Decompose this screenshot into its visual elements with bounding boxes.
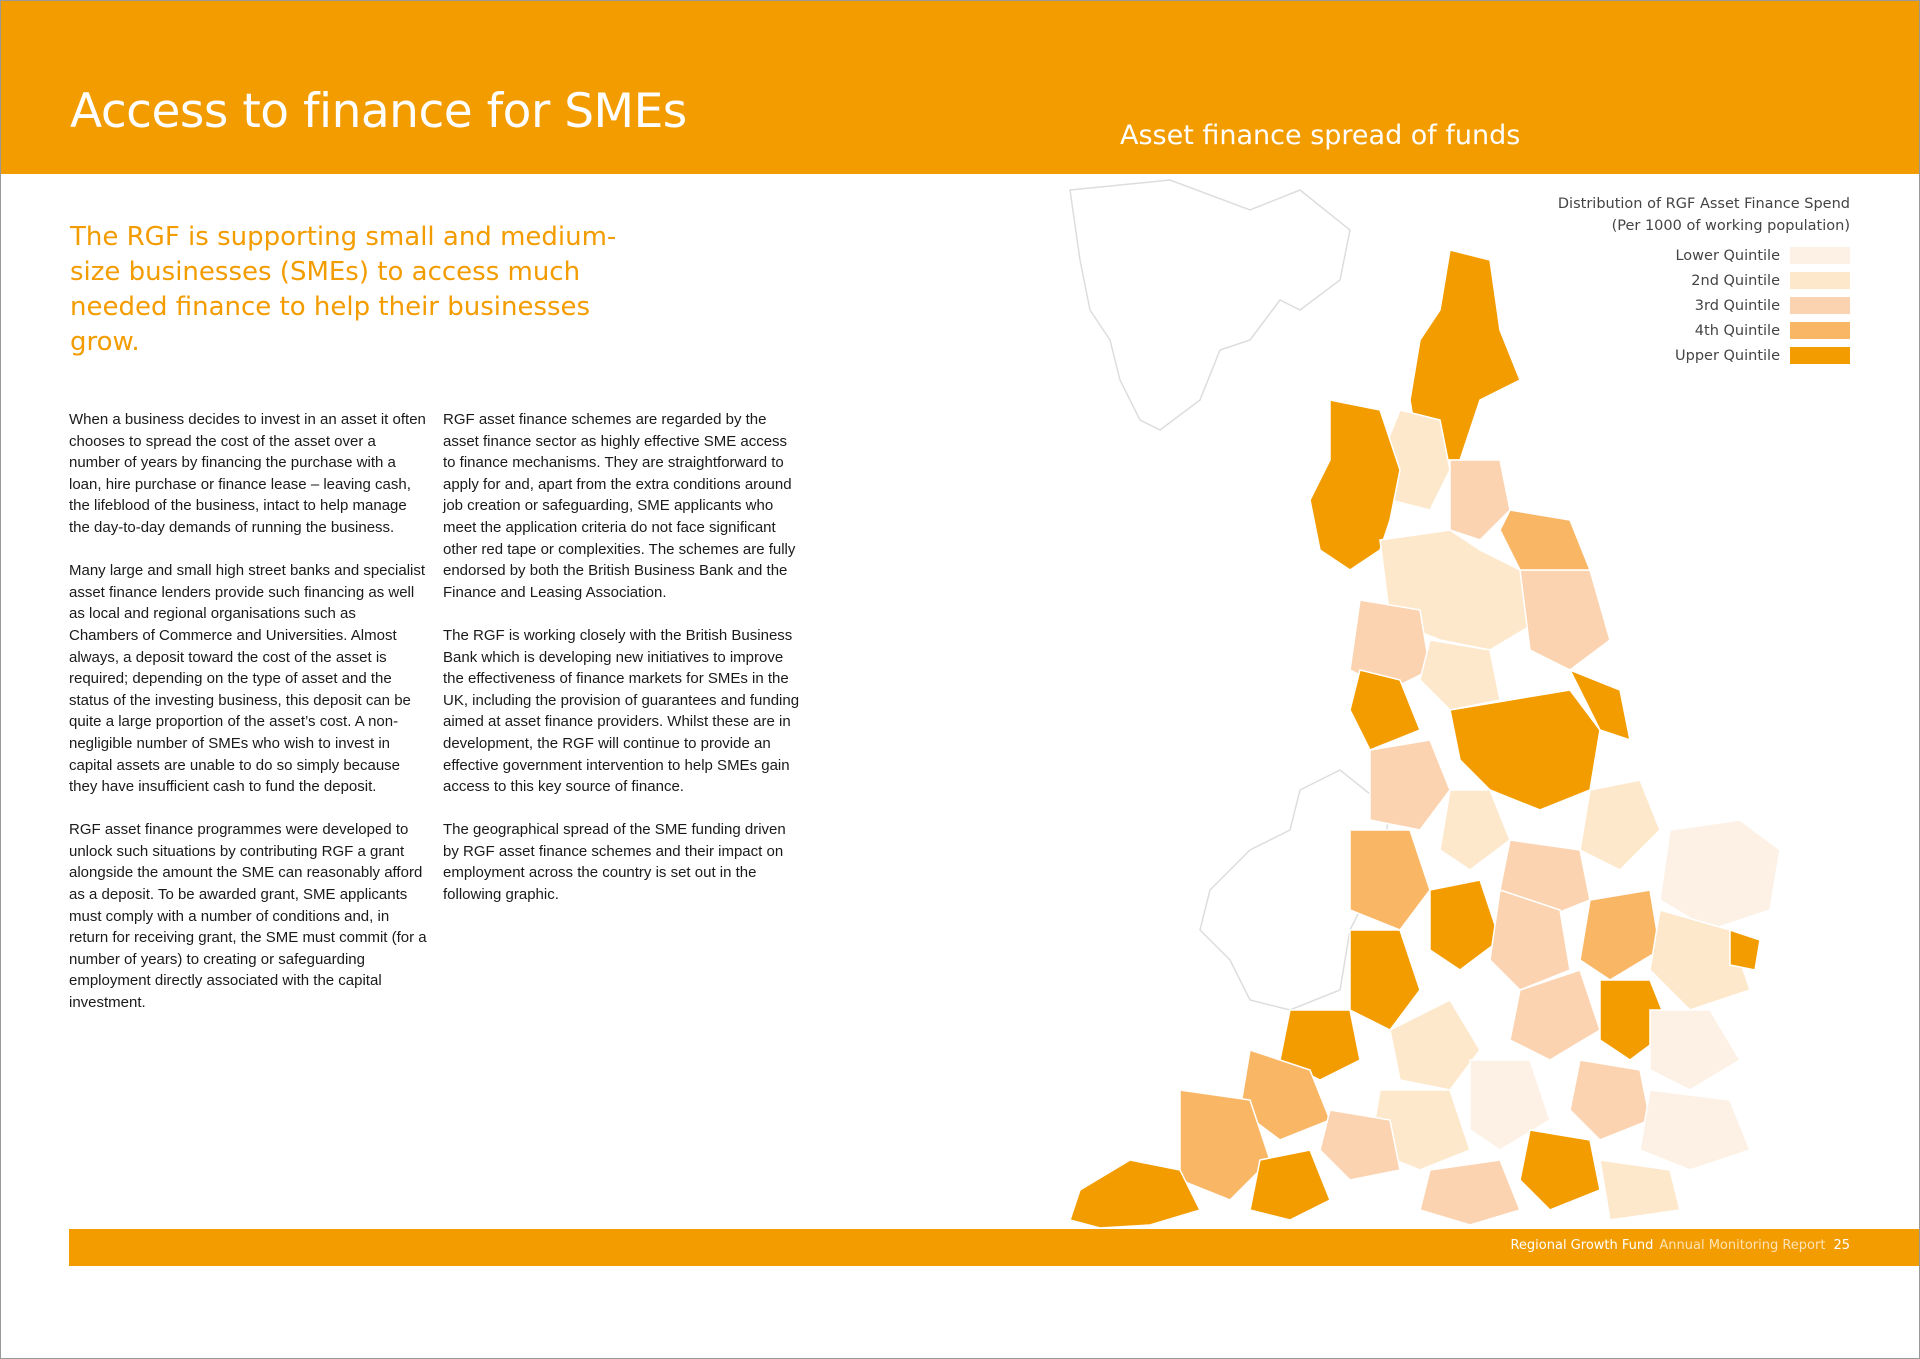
region-derby bbox=[1440, 790, 1510, 870]
region-london bbox=[1570, 1060, 1650, 1140]
region-wilts bbox=[1420, 1160, 1520, 1225]
region-staffs bbox=[1350, 830, 1430, 930]
legend-swatch bbox=[1790, 347, 1850, 364]
footer-band bbox=[69, 1229, 1920, 1266]
region-sussex bbox=[1600, 1160, 1680, 1220]
legend-label: 4th Quintile bbox=[1694, 322, 1780, 339]
region-berks bbox=[1520, 1130, 1600, 1210]
region-cheshire bbox=[1370, 740, 1450, 830]
paragraph: RGF asset finance schemes are regarded by the asset finance sector as highly effective SME access to finance mechanisms. They are straightforward to apply for and, apart from the extra conditions around job creation or safeguarding, SME applicants who meet the application criteria do not face significant other red tape or complexities. The schemes are fully endorsed by both the British Business Bank and the Finance and Leasing Association. bbox=[443, 411, 796, 601]
region-kent bbox=[1640, 1090, 1750, 1170]
region-shropshire bbox=[1350, 930, 1420, 1030]
region-exeter bbox=[1250, 1150, 1330, 1220]
region-essex bbox=[1650, 1010, 1740, 1090]
legend-item-3rd bbox=[1530, 293, 1850, 318]
legend-subtitle: (Per 1000 of working population) bbox=[1611, 218, 1850, 234]
legend-label: 3rd Quintile bbox=[1694, 297, 1780, 314]
scotland-outline bbox=[1070, 180, 1350, 430]
region-worcs bbox=[1390, 1000, 1480, 1090]
paragraph: When a business decides to invest in an asset it often chooses to spread the cost of the asset over a number of years by financing the purchase with a loan, hire purchase or finance lease – leaving cash, the lifeblood of the business, intact to help manage the day-to-day demands of running the business. bbox=[69, 411, 426, 536]
legend-label: 2nd Quintile bbox=[1691, 272, 1780, 289]
map-title: Asset finance spread of funds bbox=[1120, 120, 1521, 151]
paragraph: The geographical spread of the SME funding driven by RGF asset finance schemes and their impact on employment across the country is set out in the following graphic. bbox=[443, 821, 786, 904]
region-norfolk bbox=[1660, 820, 1780, 930]
footer-report: Annual Monitoring Report bbox=[1659, 1238, 1826, 1253]
intro-text: The RGF is supporting small and medium-size businesses (SMEs) to access much needed finance to help their businesses grow. bbox=[70, 222, 617, 357]
legend-item-upper bbox=[1530, 343, 1850, 368]
legend-label: Upper Quintile bbox=[1675, 347, 1780, 364]
body-column-1 bbox=[69, 409, 429, 1035]
region-cambs bbox=[1580, 890, 1660, 980]
paragraph: The RGF is working closely with the British Business Bank which is developing new initiatives to improve the effectiveness of finance markets for SMEs in the UK, including the provision of guarantees and funding aimed at asset finance providers. Whilst these are in development, the RGF will continue to provide an effective government intervention to help SMEs gain access to this key source of finance. bbox=[443, 626, 800, 796]
legend-item-2nd bbox=[1530, 268, 1850, 293]
region-dorset bbox=[1320, 1110, 1400, 1180]
footer-org: Regional Growth Fund bbox=[1510, 1238, 1654, 1253]
region-cornwall bbox=[1070, 1160, 1200, 1228]
region-durham bbox=[1500, 510, 1590, 570]
region-ipswich bbox=[1730, 930, 1760, 970]
region-merseyside bbox=[1350, 670, 1420, 750]
legend-swatch bbox=[1790, 247, 1850, 264]
legend-item-4th bbox=[1530, 318, 1850, 343]
region-birmingham bbox=[1430, 880, 1500, 970]
region-e-yorks bbox=[1520, 570, 1610, 670]
legend-swatch bbox=[1790, 272, 1850, 289]
page-number: 25 bbox=[1833, 1238, 1850, 1253]
header-band bbox=[0, 0, 1920, 174]
region-lincs bbox=[1580, 780, 1660, 870]
legend-swatch bbox=[1790, 322, 1850, 339]
paragraph: RGF asset finance programmes were developed to unlock such situations by contributing RGF a grant alongside the amount the SME can reasonably afford as a deposit. To be awarded grant, SME applicants must comply with a number of conditions and, in return for receiving grant, the SME must commit (for a number of years) to creating or safeguarding employment directly associated with the capital investment. bbox=[69, 821, 427, 1012]
body-column-2 bbox=[443, 409, 803, 927]
legend-swatch bbox=[1790, 297, 1850, 314]
page-title: Access to finance for SMEs bbox=[70, 84, 687, 139]
legend-label: Lower Quintile bbox=[1675, 247, 1780, 264]
legend-item-lower bbox=[1530, 243, 1850, 268]
legend-title: Distribution of RGF Asset Finance Spend bbox=[1557, 196, 1850, 212]
paragraph: Many large and small high street banks and specialist asset finance lenders provide such financing as well as local and regional organisations such as Chambers of Commerce and Universities. Almost always, a deposit toward the cost of the asset is required; depending on the type of asset and the status of the investing business, this deposit can be quite a large proportion of the asset’s cost. A non-negligible number of SMEs who wish to invest in capital assets are unable to do so simply because they have insufficient cash to fund the deposit. bbox=[69, 562, 426, 796]
region-leeds bbox=[1420, 640, 1500, 710]
map-legend bbox=[1530, 193, 1850, 368]
footer-text bbox=[1510, 1238, 1850, 1253]
